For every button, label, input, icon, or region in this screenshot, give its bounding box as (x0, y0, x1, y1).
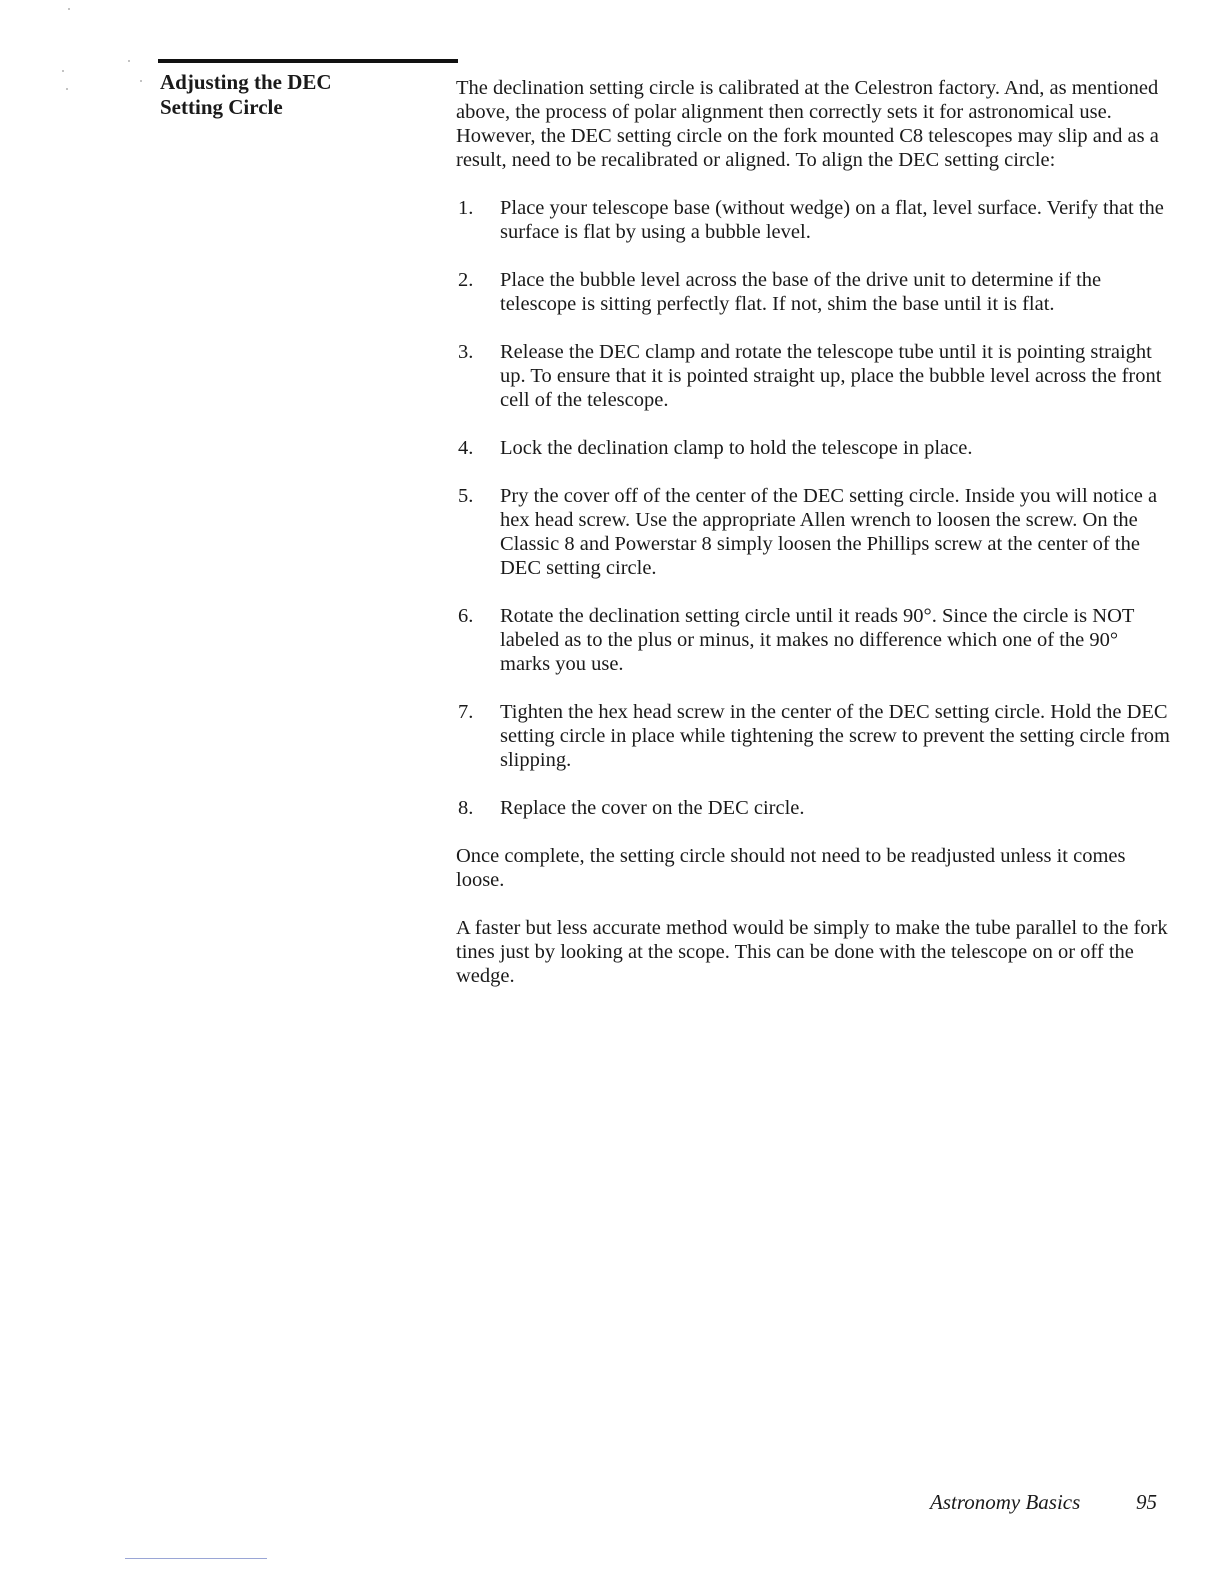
scan-speck (66, 88, 68, 90)
step-text: Rotate the declination setting circle until it reads 90°. Since the circle is NOT labeled as to the plus or minus, it makes no difference which one of the 90° marks you use. (500, 605, 1135, 675)
scan-edge-line (125, 1558, 267, 1559)
step-text: Release the DEC clamp and rotate the telescope tube until it is pointing straight up. To ensure that it is pointed straight up, place the bubble level across the front cell of the telescope. (500, 341, 1162, 411)
step-text: Pry the cover off of the center of the DEC setting circle. Inside you will notice a hex head screw. Use the appropriate Allen wrench to loosen the screw. On the Classic 8 and Powerstar 8 simply loosen the Phillips screw at the center of the DEC setting circle. (500, 485, 1158, 579)
step-text: Replace the cover on the DEC circle. (500, 797, 805, 819)
steps-list (456, 196, 1172, 820)
intro-paragraph: The declination setting circle is calibrated at the Celestron factory. And, as mentioned above, the process of polar alignment then correctly sets it for astronomical use. However, the DEC setting circle on the fork mounted C8 telescopes may slip and as a result, need to be recalibrated or aligned. To align the DEC setting circle: (456, 77, 1159, 171)
step-text: Lock the declination clamp to hold the telescope in place. (500, 437, 973, 459)
list-item (456, 700, 1172, 772)
closing-paragraph: Once complete, the setting circle should not need to be readjusted unless it comes loose. (456, 845, 1126, 891)
list-item (456, 196, 1172, 244)
section-heading-line-2: Setting Circle (160, 95, 283, 119)
step-text: Place your telescope base (without wedge) on a flat, level surface. Verify that the surface is flat by using a bubble level. (500, 197, 1164, 243)
step-number: 7. (458, 701, 474, 723)
body-content (456, 76, 1172, 1012)
footer-book-title: Astronomy Basics (930, 1490, 1081, 1514)
step-number: 4. (458, 437, 474, 459)
scan-speck (62, 70, 64, 72)
section-heading-line-1: Adjusting the DEC (160, 70, 332, 94)
list-item (456, 484, 1172, 580)
section-heading (160, 70, 420, 120)
alternative-paragraph: A faster but less accurate method would be simply to make the tube parallel to the fork tines just by looking at the scope. This can be done with the telescope on or off the wedge. (456, 917, 1168, 987)
scan-speck (128, 60, 130, 62)
list-item (456, 340, 1172, 412)
step-number: 6. (458, 605, 474, 627)
step-text: Place the bubble level across the base of the drive unit to determine if the telescope is sitting perfectly flat. If not, shim the base until it is flat. (500, 269, 1102, 315)
list-item (456, 604, 1172, 676)
list-item (456, 268, 1172, 316)
step-number: 5. (458, 485, 474, 507)
step-number: 8. (458, 797, 474, 819)
step-text: Tighten the hex head screw in the center of the DEC setting circle. Hold the DEC setting circle in place while tightening the screw to prevent the setting circle from slipping. (500, 701, 1171, 771)
page-number: 95 (1136, 1490, 1157, 1514)
step-number: 2. (458, 269, 474, 291)
section-rule (158, 59, 458, 63)
scan-speck (140, 80, 142, 82)
step-number: 3. (458, 341, 474, 363)
list-item (456, 796, 1172, 820)
list-item (456, 436, 1172, 460)
scan-speck (68, 8, 70, 10)
step-number: 1. (458, 197, 474, 219)
